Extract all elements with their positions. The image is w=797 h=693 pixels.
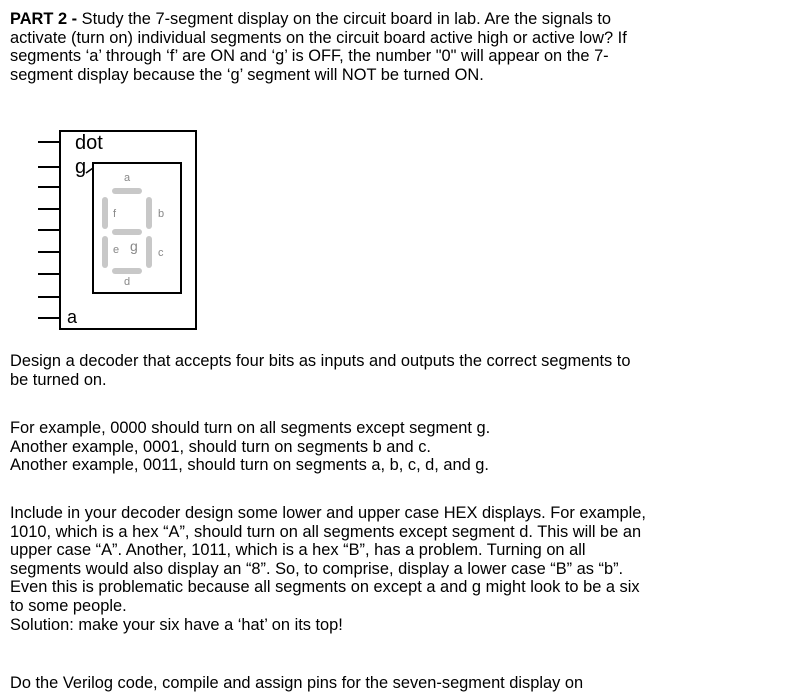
hex-line-7: Solution: make your six have a ‘hat’ on its top!: [10, 615, 343, 634]
pin-g-connector: [86, 168, 93, 173]
segment-c: [146, 236, 152, 268]
segment-b: [146, 197, 152, 229]
hex-line-2: 1010, which is a hex “A”, should turn on all segments except segment d. This will be an: [10, 522, 642, 541]
hex-line-4: segments would also display an “8”. So, to comprise, display a lower case “B” as “b”.: [10, 559, 624, 578]
pin-lines: [38, 142, 60, 318]
segment-a: [112, 188, 142, 194]
part2-paragraph: [10, 10, 780, 84]
part2-line-1: [10, 10, 780, 29]
hex-line-6: to some people.: [10, 596, 127, 615]
segment-d: [112, 268, 142, 274]
part2-line-1-text: Study the 7-segment display on the circuit board in lab. Are the signals to: [77, 10, 612, 28]
segment-f: [102, 197, 108, 229]
segment-label-a: a: [124, 172, 131, 184]
design-paragraph: [10, 352, 780, 389]
part2-line-4: segment display because the ‘g’ segment will NOT be turned ON.: [10, 65, 484, 84]
pin-label-dot: dot: [75, 132, 103, 154]
segment-label-c: c: [158, 247, 164, 259]
hex-line-5: Even this is problematic because all segments on except a and g might look to be a six: [10, 578, 640, 597]
seven-segment-figure: [38, 129, 198, 334]
segment-label-g: g: [130, 238, 138, 254]
segment-label-e: e: [113, 244, 120, 256]
seven-segment-diagram: [38, 129, 198, 334]
example-line-2: Another example, 0001, should turn on segments b and c.: [10, 437, 431, 456]
verilog-paragraph: [10, 674, 780, 693]
segment-label-f: f: [113, 208, 117, 220]
pin-label-g: g: [75, 156, 87, 178]
verilog-line-1: Do the Verilog code, compile and assign pins for the seven-segment display on: [10, 674, 584, 692]
segments: [102, 188, 152, 274]
pin-label-a: a: [67, 307, 78, 327]
part2-line-2: activate (turn on) individual segments on the circuit board active high or active low? If: [10, 28, 627, 47]
hex-line-1: Include in your decoder design some lower and upper case HEX displays. For example,: [10, 504, 646, 522]
hex-line-3: upper case “A”. Another, 1011, which is a hex “B”, has a problem. Turning on all: [10, 541, 586, 560]
example-line-1: For example, 0000 should turn on all segments except segment g.: [10, 419, 491, 437]
hex-paragraph: [10, 504, 780, 634]
example-line-3: Another example, 0011, should turn on segments a, b, c, d, and g.: [10, 456, 489, 475]
part2-heading: PART 2 -: [10, 10, 78, 28]
design-line-1: Design a decoder that accepts four bits as inputs and outputs the correct segments to: [10, 352, 631, 370]
design-line-2: be turned on.: [10, 370, 107, 389]
examples-paragraph: [10, 419, 780, 475]
segment-e: [102, 236, 108, 268]
part2-line-3: segments ‘a’ through ‘f’ are ON and ‘g’ is OFF, the number "0" will appear on the 7-: [10, 47, 609, 66]
segment-g: [112, 229, 142, 235]
segment-label-b: b: [158, 208, 165, 220]
segment-label-d: d: [124, 276, 131, 288]
